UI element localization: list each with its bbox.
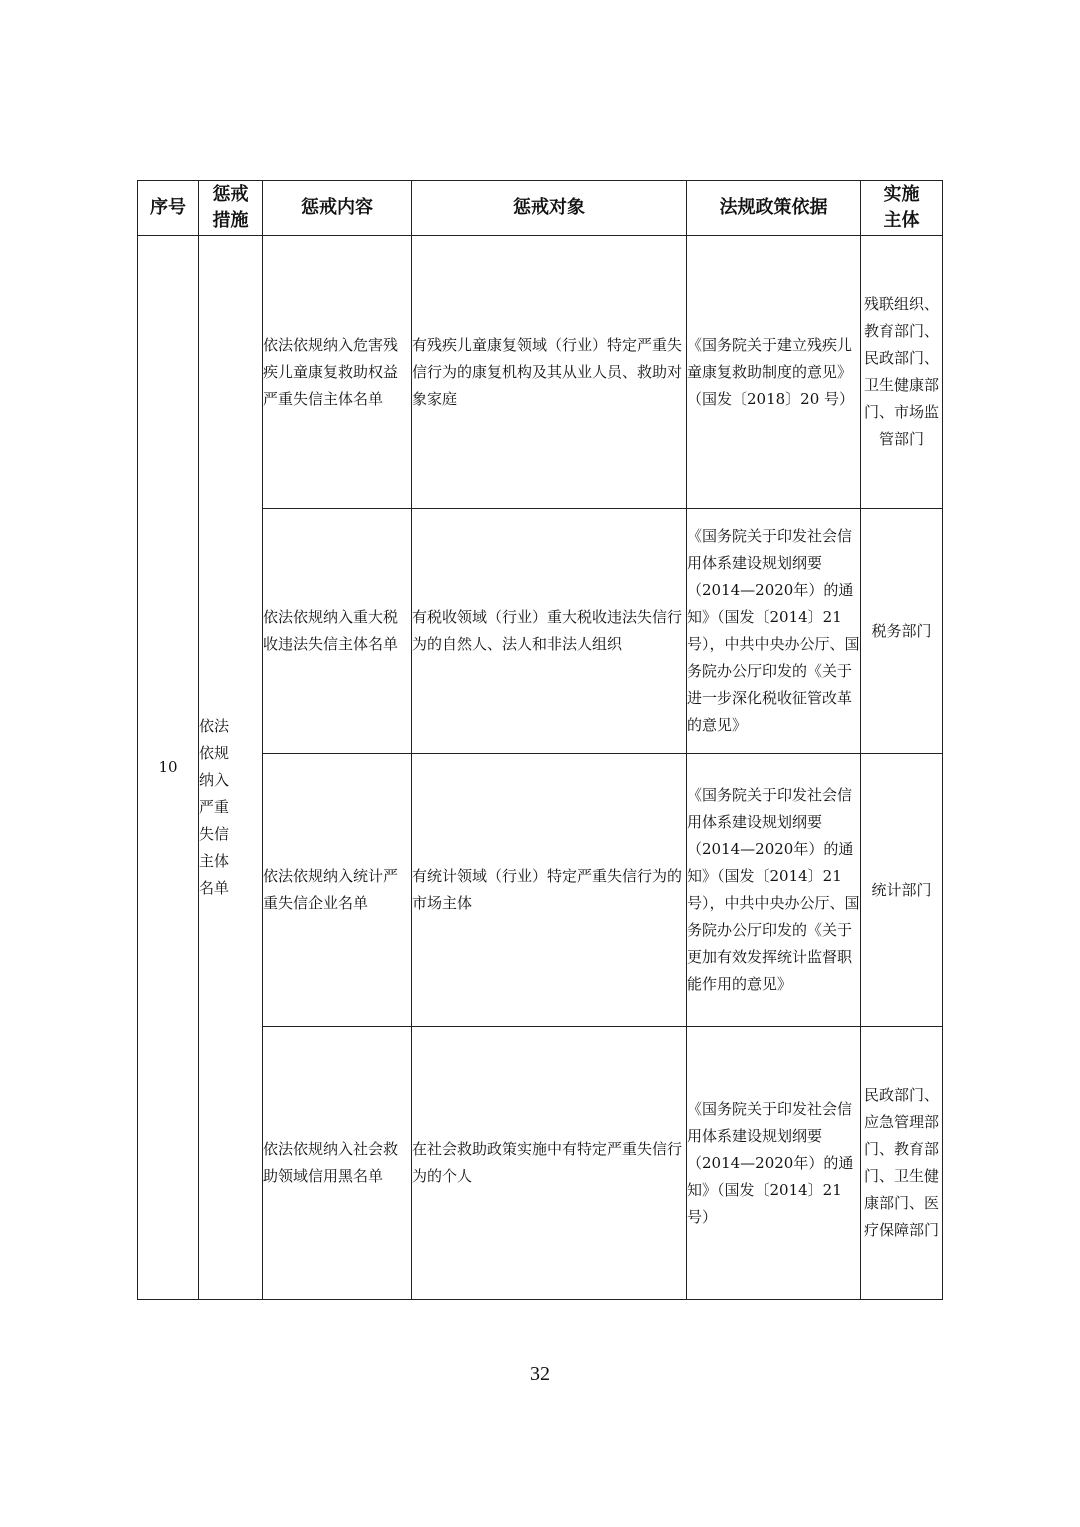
agency-cell: 统计部门: [861, 754, 943, 1027]
target-cell: 在社会救助政策实施中有特定严重失信行为的个人: [412, 1027, 687, 1300]
header-row: [138, 181, 943, 236]
agency-cell: 民政部门、应急管理部门、教育部门、卫生健康部门、医疗保障部门: [861, 1027, 943, 1300]
target-cell: 有统计领域（行业）特定严重失信行为的市场主体: [412, 754, 687, 1027]
content-cell: 依法依规纳入危害残疾儿童康复救助权益严重失信主体名单: [263, 236, 412, 509]
target-cell: 有税收领域（行业）重大税收违法失信行为的自然人、法人和非法人组织: [412, 509, 687, 754]
table-row: [138, 236, 943, 509]
page-number: 32: [530, 1363, 550, 1385]
header-target: 惩戒对象: [412, 181, 687, 236]
agency-cell: 残联组织、教育部门、民政部门、卫生健康部门、市场监管部门: [861, 236, 943, 509]
basis-cell: 《国务院关于印发社会信用体系建设规划纲要（2014—2020年）的通知》（国发〔2014〕21 号）: [687, 1027, 861, 1300]
target-cell: 有残疾儿童康复领域（行业）特定严重失信行为的康复机构及其从业人员、救助对象家庭: [412, 236, 687, 509]
header-measure: 惩戒 措施: [199, 181, 263, 236]
basis-cell: 《国务院关于建立残疾儿童康复救助制度的意见》（国发〔2018〕20 号）: [687, 236, 861, 509]
basis-cell: 《国务院关于印发社会信用体系建设规划纲要（2014—2020年）的通知》（国发〔2014〕21 号），中共中央办公厅、国务院办公厅印发的《关于进一步深化税收征管改革的意见》: [687, 509, 861, 754]
content-cell: 依法依规纳入重大税收违法失信主体名单: [263, 509, 412, 754]
measure-cell: 依法 依规 纳入 严重 失信 主体 名单: [199, 236, 263, 1300]
content-cell: 依法依规纳入统计严重失信企业名单: [263, 754, 412, 1027]
basis-cell: 《国务院关于印发社会信用体系建设规划纲要（2014—2020年）的通知》（国发〔2014〕21 号），中共中央办公厅、国务院办公厅印发的《关于更加有效发挥统计监督职能作用的意见》: [687, 754, 861, 1027]
header-serial: 序号: [138, 181, 199, 236]
agency-cell: 税务部门: [861, 509, 943, 754]
header-agency: 实施 主体: [861, 181, 943, 236]
content-cell: 依法依规纳入社会救助领域信用黑名单: [263, 1027, 412, 1300]
header-basis: 法规政策依据: [687, 181, 861, 236]
serial-cell: 10: [138, 236, 199, 1300]
header-content: 惩戒内容: [263, 181, 412, 236]
penalty-measures-table: [137, 180, 943, 1300]
